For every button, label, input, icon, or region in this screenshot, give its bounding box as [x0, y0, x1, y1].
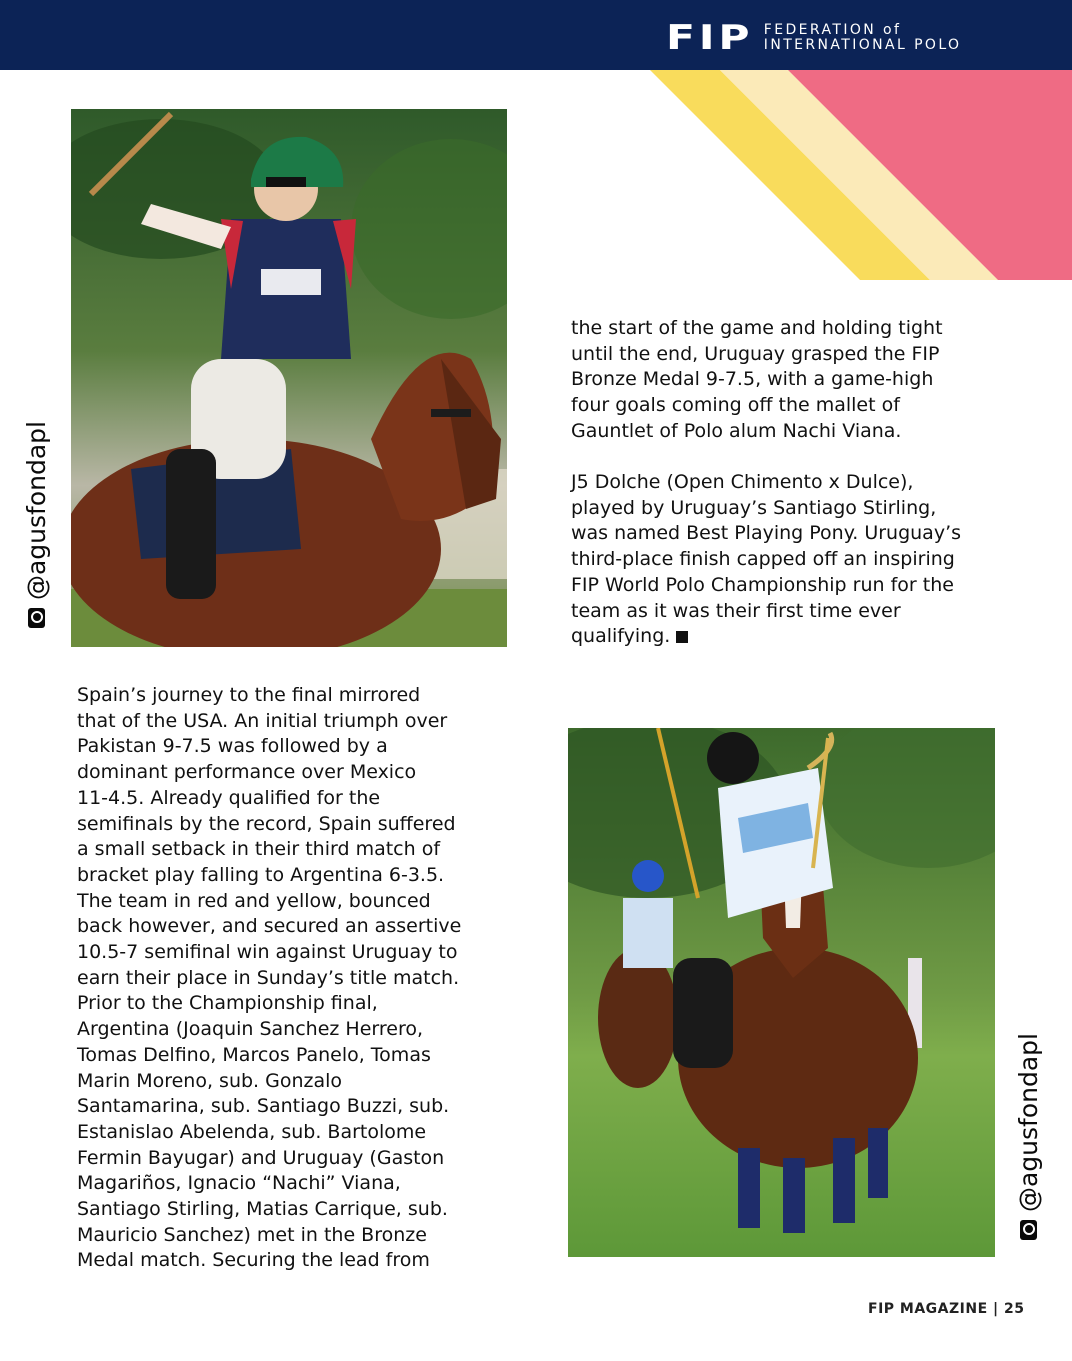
camera-icon: [28, 608, 45, 628]
camera-icon: [1020, 1220, 1037, 1240]
logo-mark: FIP: [666, 18, 754, 58]
article-paragraph-left: Spain’s journey to the final mirrored that of the USA. An initial triumph over Pakistan 9-7.5 was followed by a dominant performance over Mexico 11-4.5. Already qualified for the semifinals by the record, Spain suffered a small setback in their third match of bracket play falling to Argentina 6-3.5. The team in red and yellow, bounced back however, and secured an assertive 10.5-7 semifinal win against Uruguay to earn their place in Sunday’s title match. Prior to the Championship final, Argentina (Joaquin Sanchez Herrero, Tomas Delfino, Marcos Panelo, Tomas Marin Moreno, sub. Gonzalo Santamarina, sub. Santiago Buzzi, sub. Estanislao Abelenda, sub. Bartolome Fermin Bayugar) and Uruguay (Gaston Magariños, Ignacio “Nachi” Viana, Santiago Stirling, Matias Carrique, sub. Mauricio Sanchez) met in the Bronze Medal match. Securing the lead from: [77, 684, 462, 1272]
logo-wordmark: [764, 23, 962, 53]
article-paragraph-right-2: [571, 470, 1031, 650]
article-paragraph-right-1: the start of the game and holding tight until the end, Uruguay grasped the FIP Bronze Medal 9-7.5, with a game-high four goals coming off the mallet of Gauntlet of Polo alum Nachi Viana.: [571, 317, 943, 442]
photo-credit-top: [22, 404, 50, 644]
decorative-stripes: [650, 70, 1072, 280]
article-paragraph-right-2-text: J5 Dolche (Open Chimento x Dulce), played by Uruguay’s Santiago Stirling, was named Best Playing Pony. Uruguay’s third-place finish capped off an inspiring FIP World Polo Championship run for the team as it was their first time ever qualifying.: [571, 471, 962, 648]
page-footer: FIP MAGAZINE | 25: [868, 1301, 1025, 1317]
header-bar: [0, 0, 1072, 70]
logo-line-1: FEDERATION of: [763, 22, 902, 38]
photo-credit-bottom: [1014, 1016, 1042, 1256]
photo-argentina-players: [568, 728, 995, 1257]
photo-usa-rider: [71, 109, 507, 647]
photo-credit-handle: @agusfondapl: [21, 420, 51, 600]
fip-logo: [666, 20, 961, 56]
photo-credit-handle: @agusfondapl: [1013, 1032, 1043, 1212]
logo-line-2: INTERNATIONAL POLO: [763, 37, 962, 53]
end-of-article-mark: [676, 631, 688, 643]
